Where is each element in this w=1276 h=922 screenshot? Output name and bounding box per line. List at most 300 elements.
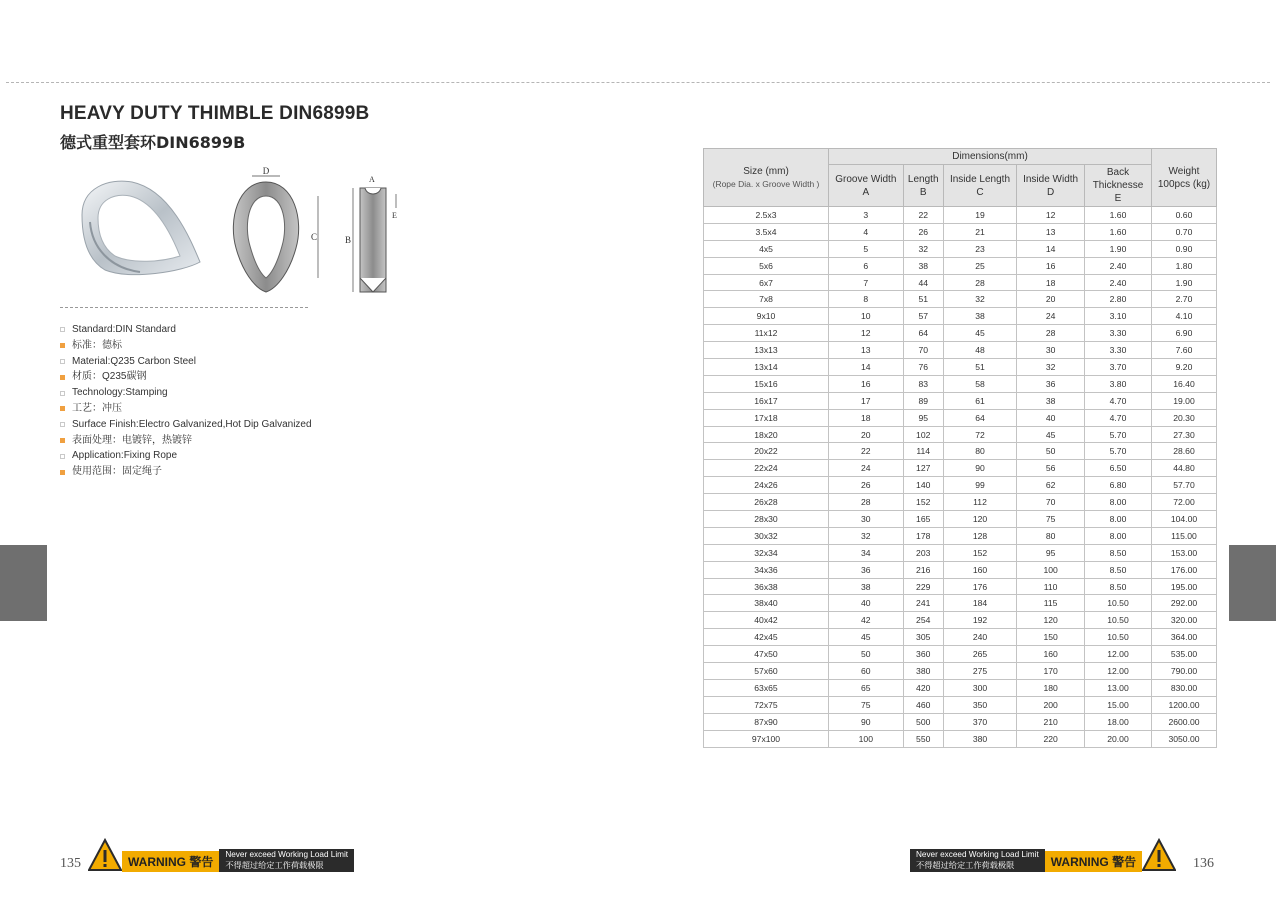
table-cell: 292.00 <box>1152 595 1217 612</box>
right-side-tab <box>1229 545 1276 621</box>
table-cell: 10.50 <box>1085 612 1152 629</box>
table-row <box>704 679 1217 696</box>
table-cell: 1.80 <box>1152 257 1217 274</box>
table-row <box>704 595 1217 612</box>
table-cell: 44 <box>903 274 943 291</box>
label-a: A <box>369 175 375 184</box>
table-cell: 24x26 <box>704 477 829 494</box>
table-cell: 12 <box>1017 207 1085 224</box>
table-cell: 24 <box>829 460 904 477</box>
warning-triangle-icon <box>88 838 122 872</box>
table-cell: 64 <box>943 409 1016 426</box>
table-row <box>704 392 1217 409</box>
table-row <box>704 325 1217 342</box>
size-header: Size (mm) (Rope Dia. x Groove Width ) <box>704 149 829 207</box>
spec-item <box>60 322 312 338</box>
table-cell: 40 <box>829 595 904 612</box>
table-cell: 42x45 <box>704 629 829 646</box>
table-cell: 2600.00 <box>1152 713 1217 730</box>
table-cell: 32x34 <box>704 544 829 561</box>
table-cell: 4 <box>829 223 904 240</box>
table-cell: 4.70 <box>1085 392 1152 409</box>
table-row <box>704 696 1217 713</box>
table-cell: 6.80 <box>1085 477 1152 494</box>
table-cell: 240 <box>943 629 1016 646</box>
table-cell: 1.90 <box>1085 240 1152 257</box>
table-row <box>704 207 1217 224</box>
table-cell: 99 <box>943 477 1016 494</box>
bullet-icon <box>60 438 65 443</box>
bullet-icon <box>60 391 65 396</box>
table-cell: 6.90 <box>1152 325 1217 342</box>
table-cell: 420 <box>903 679 943 696</box>
table-cell: 3.30 <box>1085 342 1152 359</box>
spec-item <box>60 433 312 449</box>
warning-triangle-icon <box>1142 838 1176 872</box>
table-cell: 360 <box>903 646 943 663</box>
table-cell: 60 <box>829 663 904 680</box>
table-cell: 76 <box>903 359 943 376</box>
table-cell: 8.00 <box>1085 527 1152 544</box>
table-cell: 20.00 <box>1085 730 1152 747</box>
table-row <box>704 274 1217 291</box>
table-cell: 72 <box>943 426 1016 443</box>
table-cell: 9.20 <box>1152 359 1217 376</box>
table-cell: 56 <box>1017 460 1085 477</box>
table-cell: 38x40 <box>704 595 829 612</box>
table-cell: 110 <box>1017 578 1085 595</box>
table-cell: 57x60 <box>704 663 829 680</box>
table-row <box>704 409 1217 426</box>
table-row <box>704 713 1217 730</box>
table-cell: 2.80 <box>1085 291 1152 308</box>
table-cell: 112 <box>943 494 1016 511</box>
table-cell: 65 <box>829 679 904 696</box>
table-cell: 16.40 <box>1152 375 1217 392</box>
bullet-icon <box>60 375 65 380</box>
table-cell: 4.10 <box>1152 308 1217 325</box>
table-row <box>704 629 1217 646</box>
table-cell: 28x30 <box>704 511 829 528</box>
label-d: D <box>262 166 270 176</box>
table-row <box>704 375 1217 392</box>
spec-item <box>60 448 312 464</box>
table-cell: 30 <box>1017 342 1085 359</box>
table-row <box>704 477 1217 494</box>
table-row <box>704 494 1217 511</box>
spec-list <box>60 322 312 480</box>
table-cell: 22x24 <box>704 460 829 477</box>
table-cell: 61 <box>943 392 1016 409</box>
table-cell: 50 <box>829 646 904 663</box>
table-cell: 1.90 <box>1152 274 1217 291</box>
table-cell: 100 <box>829 730 904 747</box>
bullet-icon <box>60 470 65 475</box>
table-cell: 18 <box>829 409 904 426</box>
spec-item <box>60 401 312 417</box>
warning-message: Never exceed Working Load Limit 不得超过给定工作荷载极限 <box>910 849 1045 872</box>
table-cell: 14 <box>1017 240 1085 257</box>
table-cell: 20x22 <box>704 443 829 460</box>
table-cell: 70 <box>903 342 943 359</box>
table-cell: 2.70 <box>1152 291 1217 308</box>
warning-label: WARNING 警告 <box>1045 851 1142 872</box>
table-cell: 11x12 <box>704 325 829 342</box>
table-cell: 350 <box>943 696 1016 713</box>
table-cell: 18x20 <box>704 426 829 443</box>
table-cell: 51 <box>943 359 1016 376</box>
spec-table <box>703 148 1217 748</box>
table-cell: 3050.00 <box>1152 730 1217 747</box>
table-cell: 32 <box>1017 359 1085 376</box>
table-cell: 28 <box>829 494 904 511</box>
table-cell: 8.50 <box>1085 578 1152 595</box>
table-row <box>704 257 1217 274</box>
table-cell: 40x42 <box>704 612 829 629</box>
table-cell: 24 <box>1017 308 1085 325</box>
table-cell: 90 <box>829 713 904 730</box>
table-cell: 102 <box>903 426 943 443</box>
table-cell: 220 <box>1017 730 1085 747</box>
table-cell: 3.80 <box>1085 375 1152 392</box>
table-cell: 51 <box>903 291 943 308</box>
spec-item <box>60 354 312 370</box>
spec-item <box>60 385 312 401</box>
table-cell: 26 <box>903 223 943 240</box>
table-cell: 75 <box>829 696 904 713</box>
table-cell: 6x7 <box>704 274 829 291</box>
page-title: HEAVY DUTY THIMBLE DIN6899B <box>60 103 370 124</box>
table-cell: 120 <box>943 511 1016 528</box>
table-cell: 19 <box>943 207 1016 224</box>
table-cell: 5.70 <box>1085 426 1152 443</box>
table-cell: 32 <box>903 240 943 257</box>
table-cell: 170 <box>1017 663 1085 680</box>
bullet-icon <box>60 406 65 411</box>
table-cell: 200 <box>1017 696 1085 713</box>
table-cell: 4x5 <box>704 240 829 257</box>
left-side-tab <box>0 545 47 621</box>
label-c: C <box>311 232 318 242</box>
table-cell: 3.5x4 <box>704 223 829 240</box>
table-cell: 5x6 <box>704 257 829 274</box>
table-cell: 1.60 <box>1085 207 1152 224</box>
table-cell: 28 <box>1017 325 1085 342</box>
table-cell: 30x32 <box>704 527 829 544</box>
spec-text: Application:Fixing Rope <box>72 450 178 462</box>
table-cell: 2.5x3 <box>704 207 829 224</box>
table-cell: 7x8 <box>704 291 829 308</box>
table-cell: 152 <box>943 544 1016 561</box>
table-row <box>704 443 1217 460</box>
table-cell: 3.10 <box>1085 308 1152 325</box>
table-cell: 62 <box>1017 477 1085 494</box>
table-cell: 20 <box>829 426 904 443</box>
spec-text: 标准：德标 <box>72 339 122 351</box>
table-row <box>704 663 1217 680</box>
table-cell: 87x90 <box>704 713 829 730</box>
thimble-photo <box>82 181 200 274</box>
table-cell: 15.00 <box>1085 696 1152 713</box>
table-cell: 9x10 <box>704 308 829 325</box>
table-cell: 12.00 <box>1085 663 1152 680</box>
table-cell: 8.00 <box>1085 511 1152 528</box>
spec-text: 使用范围：固定绳子 <box>72 466 162 478</box>
label-b: B <box>345 235 352 245</box>
product-images <box>70 160 420 300</box>
table-cell: 15x16 <box>704 375 829 392</box>
table-row <box>704 240 1217 257</box>
top-dotted-divider <box>6 82 1270 83</box>
table-cell: 7 <box>829 274 904 291</box>
table-cell: 104.00 <box>1152 511 1217 528</box>
column-header: Groove Width A <box>829 165 904 207</box>
table-cell: 80 <box>943 443 1016 460</box>
table-cell: 380 <box>943 730 1016 747</box>
table-cell: 5 <box>829 240 904 257</box>
table-cell: 26x28 <box>704 494 829 511</box>
dimensions-header: Dimensions(mm) <box>829 149 1152 165</box>
table-cell: 28.60 <box>1152 443 1217 460</box>
table-cell: 28 <box>943 274 1016 291</box>
table-cell: 48 <box>943 342 1016 359</box>
warning-right <box>910 838 1176 872</box>
table-row <box>704 511 1217 528</box>
spec-item <box>60 338 312 354</box>
table-cell: 45 <box>1017 426 1085 443</box>
bullet-icon <box>60 422 65 427</box>
table-cell: 500 <box>903 713 943 730</box>
table-cell: 7.60 <box>1152 342 1217 359</box>
spec-item <box>60 464 312 480</box>
bullet-icon <box>60 454 65 459</box>
table-cell: 21 <box>943 223 1016 240</box>
table-cell: 10 <box>829 308 904 325</box>
table-cell: 80 <box>1017 527 1085 544</box>
table-cell: 184 <box>943 595 1016 612</box>
table-cell: 160 <box>1017 646 1085 663</box>
table-row <box>704 612 1217 629</box>
table-row <box>704 578 1217 595</box>
thimble-side-drawing <box>345 175 397 292</box>
table-cell: 2.40 <box>1085 274 1152 291</box>
table-cell: 300 <box>943 679 1016 696</box>
table-cell: 3.70 <box>1085 359 1152 376</box>
table-cell: 36 <box>829 561 904 578</box>
table-cell: 229 <box>903 578 943 595</box>
table-cell: 72.00 <box>1152 494 1217 511</box>
table-cell: 34 <box>829 544 904 561</box>
table-cell: 115.00 <box>1152 527 1217 544</box>
spec-text: Technology:Stamping <box>72 387 168 399</box>
table-cell: 32 <box>829 527 904 544</box>
table-cell: 364.00 <box>1152 629 1217 646</box>
table-cell: 90 <box>943 460 1016 477</box>
table-row <box>704 527 1217 544</box>
table-cell: 152 <box>903 494 943 511</box>
table-cell: 36x38 <box>704 578 829 595</box>
table-cell: 13 <box>829 342 904 359</box>
table-cell: 83 <box>903 375 943 392</box>
table-row <box>704 646 1217 663</box>
table-cell: 265 <box>943 646 1016 663</box>
table-cell: 192 <box>943 612 1016 629</box>
table-row <box>704 223 1217 240</box>
table-cell: 22 <box>829 443 904 460</box>
table-cell: 72x75 <box>704 696 829 713</box>
spec-text: Material:Q235 Carbon Steel <box>72 355 196 367</box>
table-cell: 8 <box>829 291 904 308</box>
table-cell: 370 <box>943 713 1016 730</box>
spec-text: 表面处理：电镀锌，热镀锌 <box>72 434 192 446</box>
table-cell: 176.00 <box>1152 561 1217 578</box>
table-row <box>704 426 1217 443</box>
table-cell: 153.00 <box>1152 544 1217 561</box>
table-cell: 95 <box>1017 544 1085 561</box>
table-cell: 790.00 <box>1152 663 1217 680</box>
table-cell: 140 <box>903 477 943 494</box>
table-cell: 180 <box>1017 679 1085 696</box>
table-cell: 8.00 <box>1085 494 1152 511</box>
table-cell: 4.70 <box>1085 409 1152 426</box>
table-cell: 3.30 <box>1085 325 1152 342</box>
spec-item <box>60 417 312 433</box>
table-cell: 27.30 <box>1152 426 1217 443</box>
table-cell: 14 <box>829 359 904 376</box>
table-cell: 13 <box>1017 223 1085 240</box>
table-row <box>704 460 1217 477</box>
table-cell: 26 <box>829 477 904 494</box>
table-cell: 0.60 <box>1152 207 1217 224</box>
table-cell: 17x18 <box>704 409 829 426</box>
bullet-icon <box>60 359 65 364</box>
table-cell: 57.70 <box>1152 477 1217 494</box>
table-cell: 16 <box>829 375 904 392</box>
table-cell: 195.00 <box>1152 578 1217 595</box>
table-cell: 305 <box>903 629 943 646</box>
table-cell: 10.50 <box>1085 595 1152 612</box>
table-cell: 460 <box>903 696 943 713</box>
table-cell: 22 <box>903 207 943 224</box>
table-row <box>704 561 1217 578</box>
spec-item <box>60 369 312 385</box>
table-cell: 0.70 <box>1152 223 1217 240</box>
table-cell: 8.50 <box>1085 544 1152 561</box>
column-header: Inside Length C <box>943 165 1016 207</box>
table-cell: 380 <box>903 663 943 680</box>
page-number-right: 136 <box>1193 856 1214 871</box>
table-cell: 30 <box>829 511 904 528</box>
table-cell: 16 <box>1017 257 1085 274</box>
spec-text: 工艺：冲压 <box>72 402 122 414</box>
table-cell: 275 <box>943 663 1016 680</box>
table-cell: 12.00 <box>1085 646 1152 663</box>
table-cell: 57 <box>903 308 943 325</box>
table-cell: 1200.00 <box>1152 696 1217 713</box>
table-cell: 165 <box>903 511 943 528</box>
table-cell: 63x65 <box>704 679 829 696</box>
table-cell: 20.30 <box>1152 409 1217 426</box>
table-cell: 3 <box>829 207 904 224</box>
table-cell: 38 <box>903 257 943 274</box>
table-cell: 18 <box>1017 274 1085 291</box>
table-cell: 38 <box>829 578 904 595</box>
table-cell: 16x17 <box>704 392 829 409</box>
table-cell: 8.50 <box>1085 561 1152 578</box>
table-cell: 12 <box>829 325 904 342</box>
table-cell: 19.00 <box>1152 392 1217 409</box>
table-cell: 42 <box>829 612 904 629</box>
page-subtitle: 德式重型套环DIN6899B <box>60 133 246 152</box>
table-cell: 160 <box>943 561 1016 578</box>
table-cell: 40 <box>1017 409 1085 426</box>
table-cell: 6 <box>829 257 904 274</box>
table-cell: 216 <box>903 561 943 578</box>
table-cell: 6.50 <box>1085 460 1152 477</box>
label-e: E <box>392 211 397 220</box>
table-cell: 120 <box>1017 612 1085 629</box>
table-cell: 34x36 <box>704 561 829 578</box>
table-cell: 47x50 <box>704 646 829 663</box>
table-cell: 5.70 <box>1085 443 1152 460</box>
column-header: Back Thicknesse E <box>1085 165 1152 207</box>
table-cell: 128 <box>943 527 1016 544</box>
table-cell: 20 <box>1017 291 1085 308</box>
table-cell: 70 <box>1017 494 1085 511</box>
table-cell: 64 <box>903 325 943 342</box>
spec-divider <box>60 307 308 308</box>
table-cell: 45 <box>829 629 904 646</box>
table-cell: 38 <box>943 308 1016 325</box>
table-cell: 10.50 <box>1085 629 1152 646</box>
table-cell: 97x100 <box>704 730 829 747</box>
table-cell: 38 <box>1017 392 1085 409</box>
warning-message: Never exceed Working Load Limit 不得超过给定工作荷载极限 <box>219 849 354 872</box>
table-row <box>704 730 1217 747</box>
table-cell: 241 <box>903 595 943 612</box>
table-cell: 115 <box>1017 595 1085 612</box>
table-cell: 17 <box>829 392 904 409</box>
table-cell: 127 <box>903 460 943 477</box>
table-cell: 45 <box>943 325 1016 342</box>
table-cell: 320.00 <box>1152 612 1217 629</box>
table-cell: 23 <box>943 240 1016 257</box>
table-cell: 89 <box>903 392 943 409</box>
table-cell: 2.40 <box>1085 257 1152 274</box>
table-cell: 32 <box>943 291 1016 308</box>
table-cell: 178 <box>903 527 943 544</box>
page-number-left: 135 <box>60 856 81 871</box>
table-cell: 210 <box>1017 713 1085 730</box>
table-cell: 830.00 <box>1152 679 1217 696</box>
spec-text: Surface Finish:Electro Galvanized,Hot Dip Galvanized <box>72 418 312 430</box>
table-cell: 95 <box>903 409 943 426</box>
table-cell: 25 <box>943 257 1016 274</box>
column-header: Inside Width D <box>1017 165 1085 207</box>
table-cell: 36 <box>1017 375 1085 392</box>
table-row <box>704 291 1217 308</box>
bullet-icon <box>60 343 65 348</box>
table-cell: 50 <box>1017 443 1085 460</box>
table-cell: 203 <box>903 544 943 561</box>
weight-header: Weight 100pcs (kg) <box>1152 149 1217 207</box>
table-row <box>704 342 1217 359</box>
table-cell: 535.00 <box>1152 646 1217 663</box>
table-cell: 13x14 <box>704 359 829 376</box>
spec-text: 材质：Q235碳钢 <box>72 371 147 383</box>
table-cell: 58 <box>943 375 1016 392</box>
table-cell: 150 <box>1017 629 1085 646</box>
